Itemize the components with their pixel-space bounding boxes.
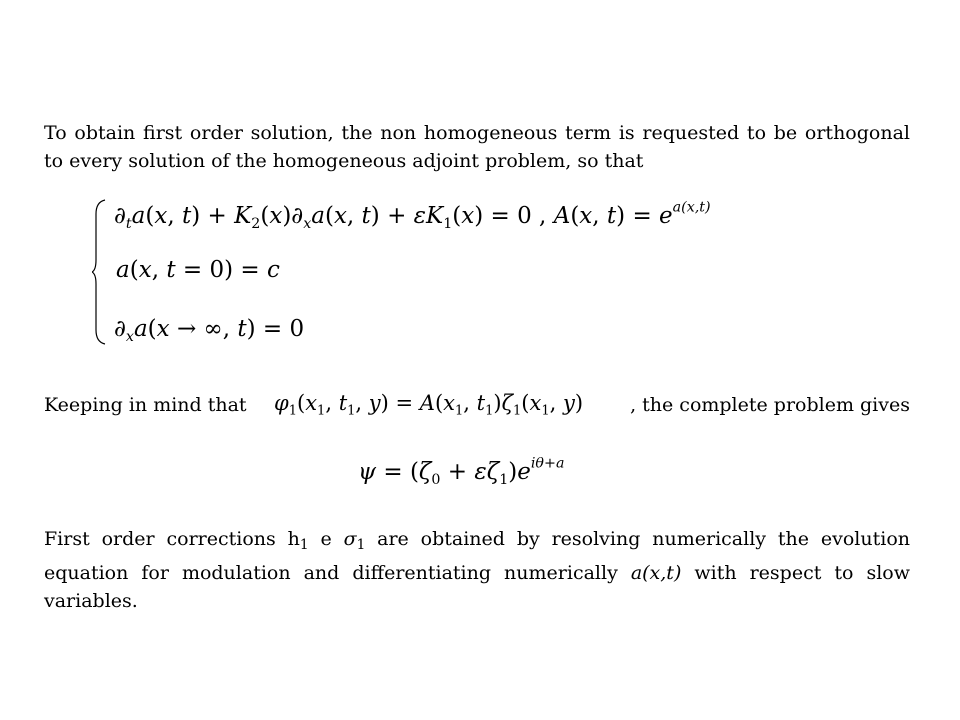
keeping-line (44, 389, 910, 421)
function-a-xt: a(x,t) (630, 562, 682, 585)
sigma-symbol: σ (343, 528, 357, 550)
psi-equation: $\psi = (\zeta_0 + \varepsilon\zeta_1)e^{i\theta+a}$ (358, 456, 565, 489)
system-equation-1: $\partial_ta(x$, $t) + K_2(x)\partial_xa(x$, $t) + \varepsilon K_1(x) = 0$ , A(x, $t) = e^{a(x,t)}$ (114, 200, 711, 233)
left-brace (92, 198, 106, 346)
conclusion-paragraph: First order corrections $h_1$ e $\sigma_1$ are obtained by resolving numerically the evolution equation for modulation and differentiating numerically a(x,t) with respect to slow variables. (44, 528, 910, 613)
phi-equation: $\varphi_1(x_1$, $t_1$, $y) = A(x_1$, $t_1)\zeta_1(x_1$, y) (274, 391, 584, 419)
intro-paragraph: To obtain first order solution, the non homogeneous term is requested to be orthogonal to every solution of the homogeneous adjoint problem, so that (44, 122, 910, 172)
system-equation-3: $\partial_xa(x$ → ∞, t) = 0 (114, 316, 305, 345)
keeping-lead-text: Keeping in mind that (44, 394, 247, 416)
keeping-trail-text: , the complete problem gives (630, 394, 910, 416)
system-equation-2: a(x, t = 0) = c (116, 257, 280, 283)
